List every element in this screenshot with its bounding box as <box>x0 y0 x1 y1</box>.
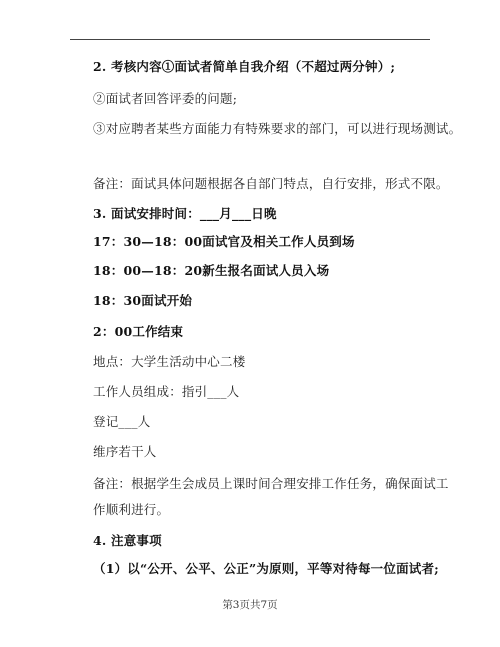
section-3-heading: 3. 面试安排时间：___月___日晚 <box>93 206 277 221</box>
staff-composition-line: 工作人员组成：指引___人 <box>93 384 240 399</box>
principle-line: （1）以“公开、公平、公正”为原则，平等对待每一位面试者; <box>93 561 439 576</box>
note-2-line-2: 作顺利进行。 <box>93 502 170 517</box>
schedule-line-1: 17：30—18：00面试官及相关工作人员到场 <box>93 234 355 249</box>
note-1: 备注：面试具体问题根据各自部门特点，自行安排，形式不限。 <box>93 176 449 191</box>
content-item-3: ③对应聘者某些方面能力有特殊要求的部门，可以进行现场测试。 <box>93 121 462 136</box>
schedule-line-2: 18：00—18：20新生报名面试人员入场 <box>93 263 330 278</box>
header-rule <box>70 39 430 40</box>
schedule-line-4: 2：00工作结束 <box>93 324 184 339</box>
page-footer: 第3页共7页 <box>222 599 278 611</box>
content-item-2: ②面试者回答评委的问题; <box>93 91 238 106</box>
schedule-line-3: 18：30面试开始 <box>93 293 193 308</box>
section-2-heading: 2. 考核内容①面试者简单自我介绍（不超过两分钟）; <box>93 59 396 74</box>
staff-order-line: 维序若干人 <box>93 444 157 459</box>
staff-registration-line: 登记___人 <box>93 414 151 429</box>
note-2-line-1: 备注：根据学生会成员上课时间合理安排工作任务，确保面试工 <box>93 476 449 491</box>
section-4-heading: 4. 注意事项 <box>93 533 162 548</box>
location-line: 地点：大学生活动中心二楼 <box>93 354 246 369</box>
